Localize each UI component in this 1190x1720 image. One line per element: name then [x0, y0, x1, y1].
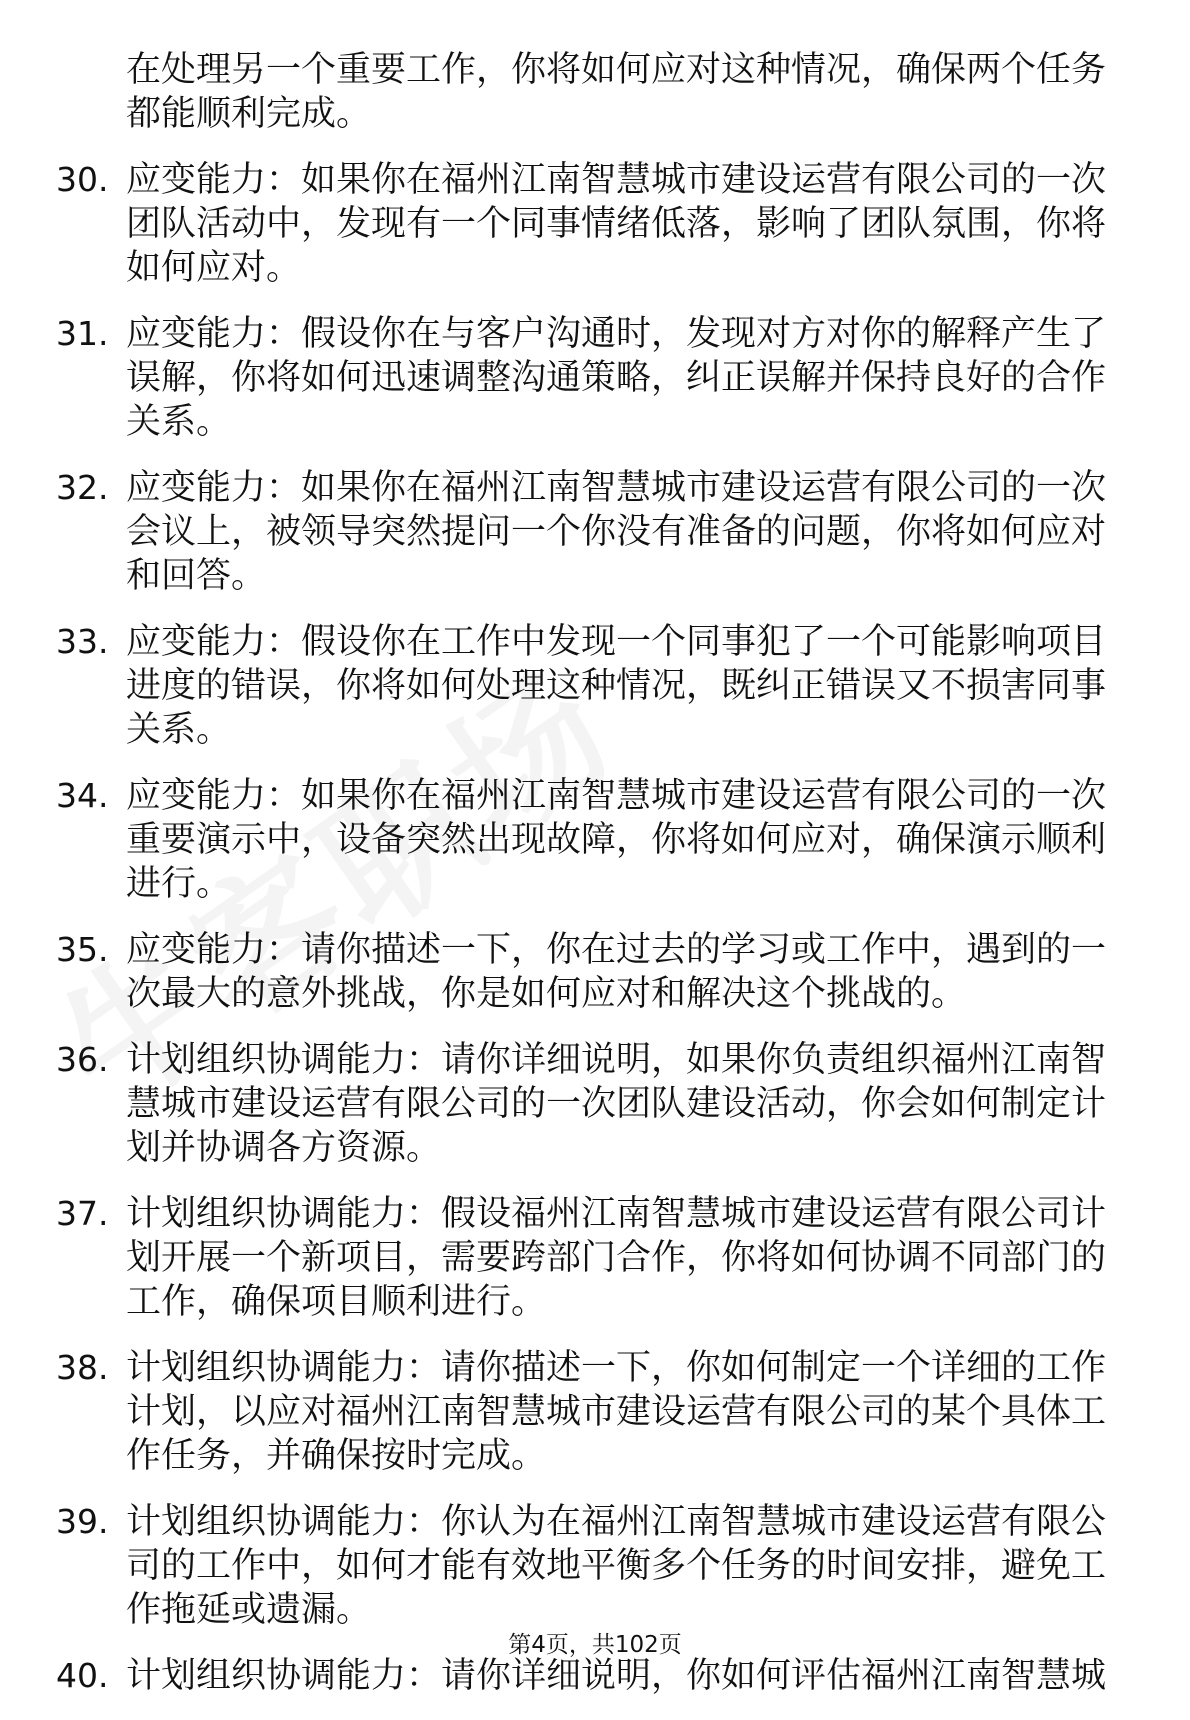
- question-list: [0, 158, 1190, 1698]
- question-text: 应变能力：假设你在与客户沟通时，发现对方对你的解释产生了误解，你将如何迅速调整沟通策略，纠正误解并保持良好的合作关系。: [126, 314, 1107, 442]
- question-item: [0, 312, 1190, 444]
- document-body: [0, 48, 1190, 1720]
- question-number: 33.: [56, 622, 109, 661]
- question-number: 36.: [56, 1040, 109, 1079]
- question-number: 31.: [56, 314, 109, 353]
- question-item: [0, 1654, 1190, 1698]
- continuation-text: 在处理另一个重要工作，你将如何应对这种情况，确保两个任务都能顺利完成。: [126, 50, 1107, 134]
- question-text: 计划组织协调能力：请你详细说明，如果你负责组织福州江南智慧城市建设运营有限公司的一次团队建设活动，你会如何制定计划并协调各方资源。: [126, 1040, 1107, 1168]
- question-item: [0, 620, 1190, 752]
- question-text: 计划组织协调能力：请你描述一下，你如何制定一个详细的工作计划，以应对福州江南智慧城市建设运营有限公司的某个具体工作任务，并确保按时完成。: [126, 1348, 1107, 1476]
- question-number: 37.: [56, 1194, 109, 1233]
- question-number: 38.: [56, 1348, 109, 1387]
- question-item: [0, 1346, 1190, 1478]
- question-item: [0, 1500, 1190, 1632]
- question-item: [0, 928, 1190, 1016]
- question-number: 39.: [56, 1502, 109, 1541]
- page-footer: 第4页，共102页: [508, 1632, 682, 1658]
- question-text: 应变能力：假设你在工作中发现一个同事犯了一个可能影响项目进度的错误，你将如何处理这种情况，既纠正错误又不损害同事关系。: [126, 622, 1107, 750]
- question-number: 35.: [56, 930, 109, 969]
- question-text: 应变能力：如果你在福州江南智慧城市建设运营有限公司的一次团队活动中，发现有一个同事情绪低落，影响了团队氛围，你将如何应对。: [126, 160, 1107, 288]
- question-item: [0, 774, 1190, 906]
- question-text: 计划组织协调能力：假设福州江南智慧城市建设运营有限公司计划开展一个新项目，需要跨部门合作，你将如何协调不同部门的工作，确保项目顺利进行。: [126, 1194, 1107, 1322]
- question-text: 计划组织协调能力：你认为在福州江南智慧城市建设运营有限公司的工作中，如何才能有效地平衡多个任务的时间安排，避免工作拖延或遗漏。: [126, 1502, 1107, 1630]
- question-item: [0, 1192, 1190, 1324]
- question-item: [0, 1038, 1190, 1170]
- question-item: [0, 158, 1190, 290]
- question-number: 30.: [56, 160, 109, 199]
- question-number: 32.: [56, 468, 109, 507]
- question-text: 计划组织协调能力：请你详细说明，你如何评估福州江南智慧城: [126, 1656, 1107, 1696]
- question-text: 应变能力：请你描述一下，你在过去的学习或工作中，遇到的一次最大的意外挑战，你是如何应对和解决这个挑战的。: [126, 930, 1107, 1014]
- question-text: 应变能力：如果你在福州江南智慧城市建设运营有限公司的一次重要演示中，设备突然出现故障，你将如何应对，确保演示顺利进行。: [126, 776, 1107, 904]
- question-item: [0, 466, 1190, 598]
- question-text: 应变能力：如果你在福州江南智慧城市建设运营有限公司的一次会议上，被领导突然提问一个你没有准备的问题，你将如何应对和回答。: [126, 468, 1107, 596]
- question-number: 34.: [56, 776, 109, 815]
- question-number: 40.: [56, 1656, 109, 1695]
